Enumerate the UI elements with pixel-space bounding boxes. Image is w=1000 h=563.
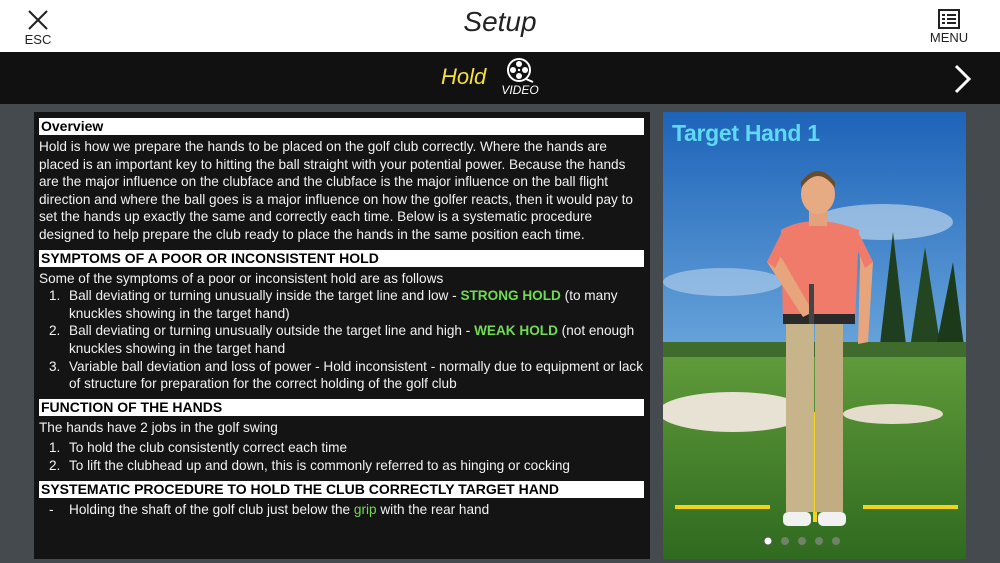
image-title: Target Hand 1: [672, 120, 820, 146]
slide-indicator: [763, 535, 863, 547]
symptoms-heading: SYMPTOMS OF A POOR OR INCONSISTENT HOLD: [39, 250, 644, 267]
list-text: Ball deviating or turning unusually outside the target line and high -: [69, 323, 475, 339]
golfer-image: [663, 112, 966, 559]
list-text: To hold the club consistently correct each time: [69, 440, 348, 456]
grip-link[interactable]: grip: [353, 501, 377, 517]
list-text: Holding the shaft of the golf club just below the: [69, 501, 354, 517]
film-reel-icon: [506, 58, 534, 84]
procedure-list: [34, 501, 650, 519]
list-item: [34, 457, 650, 475]
procedure-heading: SYSTEMATIC PROCEDURE TO HOLD THE CLUB CORRECTLY TARGET HAND: [39, 481, 644, 498]
list-number: 3.: [49, 358, 61, 374]
menu-button[interactable]: [926, 9, 972, 44]
section-title: Hold: [441, 64, 487, 89]
list-item: [34, 501, 650, 519]
list-text: with the rear hand: [376, 501, 490, 517]
list-number: 2.: [49, 457, 61, 473]
list-text: To lift the clubhead up and down, this is commonly referred to as hinging or cocking: [69, 457, 570, 473]
content-area: [0, 104, 1000, 563]
symptoms-list: [34, 287, 650, 393]
list-item: [34, 439, 650, 457]
weak-hold-highlight: WEAK HOLD: [474, 323, 558, 339]
list-text: (to many knuckles showing in the target hand): [69, 288, 618, 321]
menu-list-icon: [938, 9, 960, 29]
chevron-right-icon: [950, 64, 974, 94]
list-text: (not enough knuckles showing in the target hand: [69, 323, 635, 356]
next-button[interactable]: [950, 64, 974, 94]
video-still-panel[interactable]: [663, 112, 966, 559]
strong-hold-highlight: STRONG HOLD: [460, 288, 561, 304]
list-item: [34, 358, 650, 393]
list-number: 1.: [49, 288, 61, 304]
symptoms-intro: Some of the symptoms of a poor or inconsistent hold are as follows: [39, 270, 444, 286]
function-intro: The hands have 2 jobs in the golf swing: [39, 419, 278, 435]
video-label: VIDEO: [501, 83, 539, 97]
overview-heading: Overview: [39, 118, 644, 135]
list-text: Ball deviating or turning unusually inside the target line and low -: [69, 288, 461, 304]
esc-label: ESC: [24, 32, 52, 47]
list-number: 2.: [49, 323, 61, 339]
list-number: 1.: [49, 440, 61, 456]
top-bar: [0, 0, 1000, 52]
list-item: [34, 287, 650, 322]
video-button[interactable]: [497, 58, 543, 96]
menu-label: MENU: [929, 30, 969, 45]
page-title: Setup: [463, 6, 537, 37]
list-item: [34, 322, 650, 357]
list-text: Variable ball deviation and loss of power - Hold inconsistent - normally due to equipment or lack of structure for preparation for the correct holding of the golf club: [69, 358, 644, 392]
function-heading: FUNCTION OF THE HANDS: [39, 399, 644, 416]
list-bullet: -: [49, 501, 54, 517]
section-bar: [0, 52, 1000, 104]
overview-text: Hold is how we prepare the hands to be placed on the golf club correctly. Where the hands are placed is an important key to hitting the ball straight with your potential power. Because the hands are the major influence on the clubface and the clubface is the major influence on the ball flight direction and where the ball goes is a major influence on how the golfer reacts, then it would pay to set the hands up exactly the same and correctly each time. Below is a systematic procedure designed to help prepare the club ready to place the hands in the same position each time.: [39, 139, 633, 242]
article-panel[interactable]: [34, 112, 650, 559]
function-list: [34, 439, 650, 474]
